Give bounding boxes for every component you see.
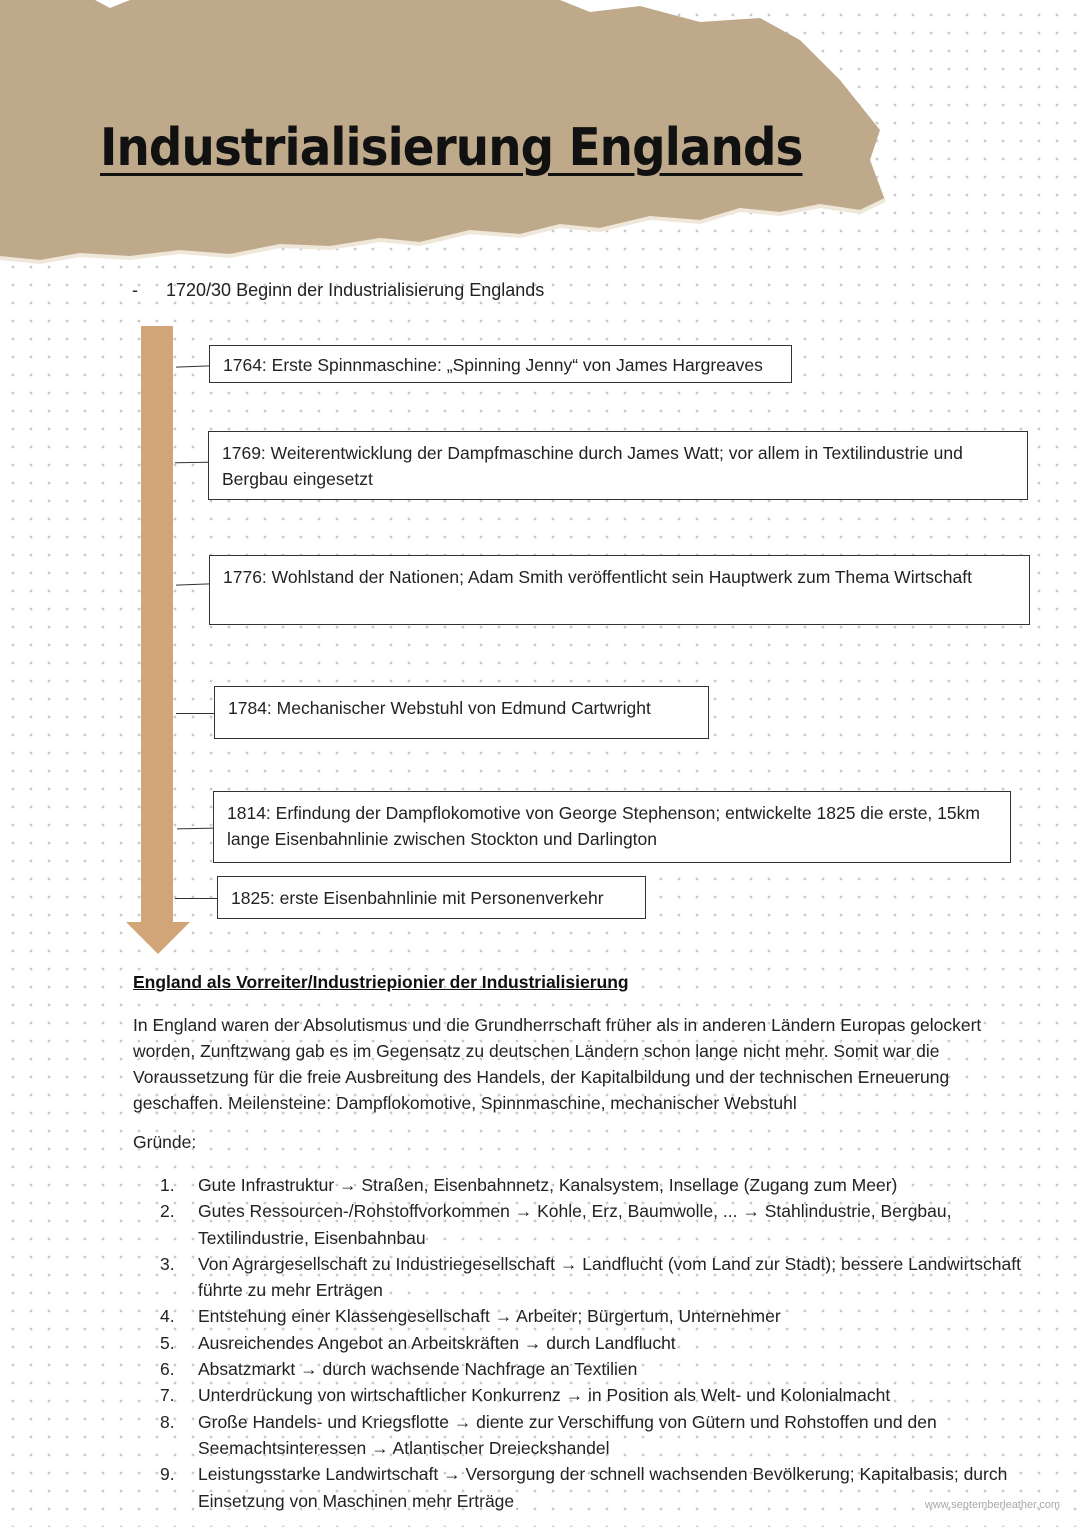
list-item [160,1198,1040,1251]
list-item [160,1461,1040,1514]
page-title: Industrialisierung Englands [100,118,803,178]
list-text: Gute Infrastruktur → Straßen, Eisenbahnnetz, Kanalsystem, Insellage (Zugang zum Meer) [198,1175,898,1195]
section-heading: England als Vorreiter/Industriepionier der Industrialisierung [133,972,629,992]
watermark: www.septemberleather.com [924,1499,1060,1511]
timeline-connector [176,713,215,714]
list-item [160,1303,1040,1329]
reasons-list [160,1172,1040,1514]
list-number: 6. [160,1359,175,1380]
reasons-label: Gründe: [133,1132,197,1152]
list-item [160,1251,1040,1304]
timeline-connector [175,462,209,464]
list-number: 1. [160,1175,175,1195]
list-text: Ausreichendes Angebot an Arbeitskräften → durch Landflucht [198,1332,676,1353]
timeline-connector [175,898,217,899]
timeline-item-1769: 1769: Weiterentwicklung der Dampfmaschine durch James Watt; vor allem in Textilindustrie und Bergbau eingesetzt [208,431,1028,500]
intro-line: - 1720/30 Beginn der Industrialisierung Englands [132,280,545,300]
list-item [160,1409,1040,1462]
list-text: Unterdrückung von wirtschaftlicher Konkurrenz → in Position als Welt- und Kolonialmacht [198,1385,891,1406]
list-item [160,1356,1040,1382]
timeline-item-1784: 1784: Mechanischer Webstuhl von Edmund Cartwright [214,686,709,739]
list-number: 8. [160,1411,175,1432]
list-text: Entstehung einer Klassengesellschaft → Arbeiter; Bürgertum, Unternehmer [198,1306,781,1327]
intro-text: 1720/30 Beginn der Industrialisierung Englands [166,280,545,300]
list-number: 5. [160,1332,175,1353]
list-number: 2. [160,1201,175,1222]
section-paragraph: In England waren der Absolutismus und die Grundherrschaft früher als in anderen Ländern Europas gelockert worden, Zunftzwang gab es im Gegensatz zu deutschen Ländern schon lange nicht mehr. Somit war die Voraussetzung für die freie Ausbreitung des Handels, der Kapitalbildung und der technischen Erneuerung geschaffen. Meilensteine: Dampflokomotive, Spinnmaschine, mechanischer Webstuhl [133,1015,982,1113]
list-item [160,1330,1040,1356]
timeline-item-1825: 1825: erste Eisenbahnlinie mit Personenverkehr [217,876,646,919]
timeline-item-1776: 1776: Wohlstand der Nationen; Adam Smith veröffentlicht sein Hauptwerk zum Thema Wirtschaft [209,555,1030,625]
timeline-connector [176,583,210,585]
list-text: Leistungsstarke Landwirtschaft → Versorgung der schnell wachsenden Bevölkerung; Kapitalbasis; durch Einsetzung von Maschinen mehr Erträge [198,1464,1008,1511]
list-text: Große Handels- und Kriegsflotte → diente zur Verschiffung von Gütern und Rohstoffen und den Seemachtsinteressen → Atlantischer Dreieckshandel [198,1411,937,1458]
list-item [160,1382,1040,1408]
timeline-arrow [126,326,190,956]
list-number: 9. [160,1464,175,1485]
timeline-connector [176,365,210,367]
timeline-item-1814: 1814: Erfindung der Dampflokomotive von George Stephenson; entwickelte 1825 die erste, 15km lange Eisenbahnlinie zwischen Stockton und Darlington [213,791,1011,863]
list-number: 7. [160,1385,175,1406]
list-text: Von Agrargesellschaft zu Industriegesellschaft → Landflucht (vom Land zur Stadt); bessere Landwirtschaft führte zu mehr Erträgen [198,1253,1021,1301]
list-text: Absatzmarkt → durch wachsende Nachfrage an Textilien [198,1359,638,1380]
timeline-connector [177,828,214,830]
timeline-item-1764: 1764: Erste Spinnmaschine: „Spinning Jenny“ von James Hargreaves [209,345,792,383]
list-item [160,1172,1040,1198]
list-text: Gutes Ressourcen-/Rohstoffvorkommen → Kohle, Erz, Baumwolle, ... → Stahlindustrie, Bergbau, Textilindustrie, Eisenbahnbau [198,1201,952,1248]
list-number: 4. [160,1306,175,1327]
list-number: 3. [160,1253,175,1274]
